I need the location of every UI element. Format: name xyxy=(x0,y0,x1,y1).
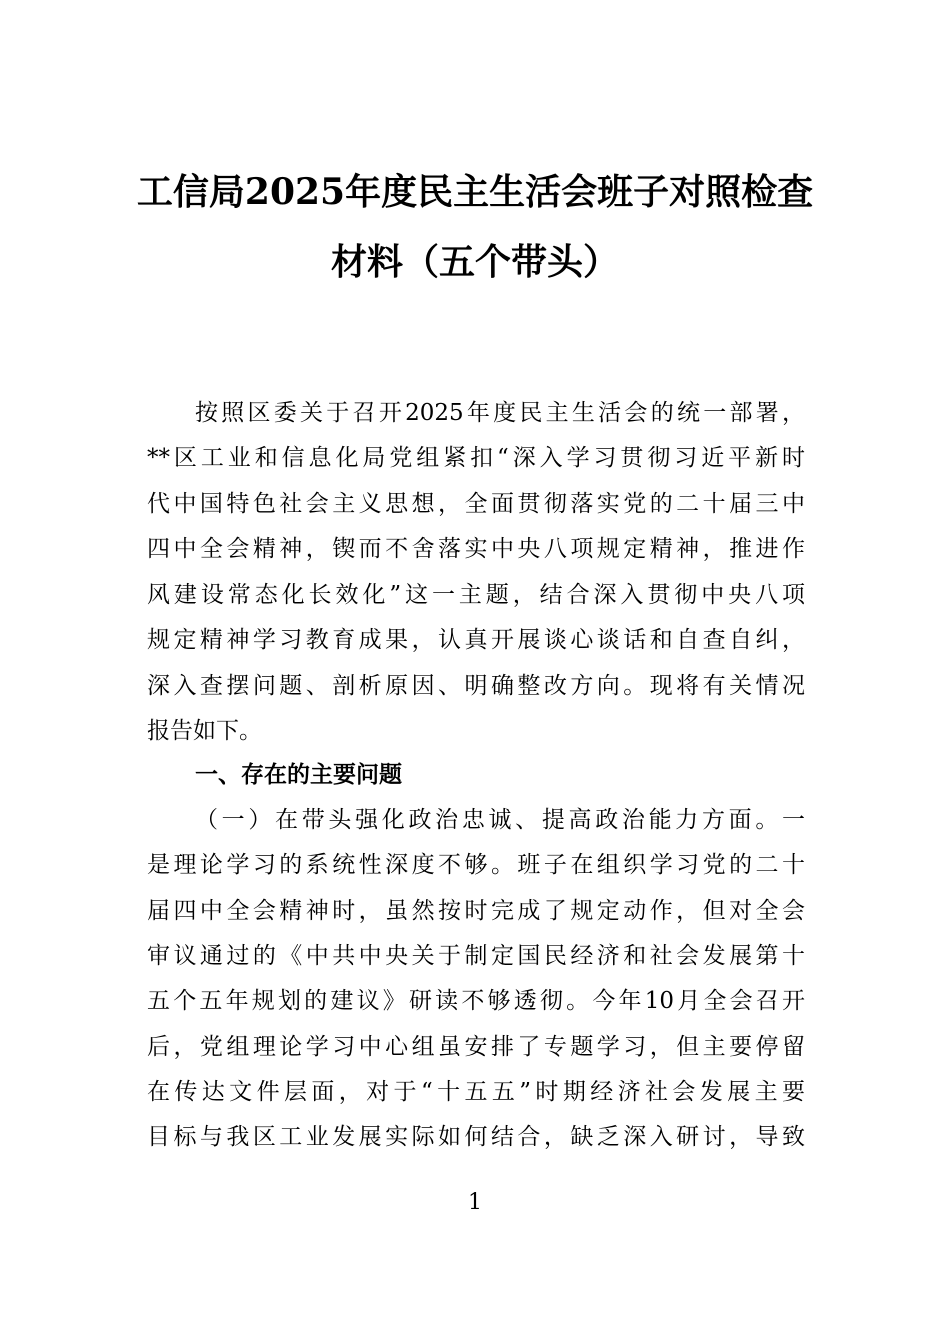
document-title-line-1: 工信局2025年度民主生活会班子对照检查 xyxy=(136,171,814,213)
intro-line: 按照区委关于召开2025年度民主生活会的统一部署， xyxy=(195,400,805,426)
intro-line: 深入查摆问题、剖析原因、明确整改方向。现将有关情况 xyxy=(147,673,805,699)
body-line: 后，党组理论学习中心组虽安排了专题学习，但主要停留 xyxy=(147,1034,805,1060)
intro-line: 四中全会精神，锲而不舍落实中央八项规定精神，推进作 xyxy=(147,536,805,562)
intro-line: 风建设常态化长效化”这一主题，结合深入贯彻中央八项 xyxy=(147,582,805,608)
body-line: 是理论学习的系统性深度不够。班子在组织学习党的二十 xyxy=(147,852,805,878)
intro-line: 报告如下。 xyxy=(147,718,262,744)
body-line: 目标与我区工业发展实际如何结合，缺乏深入研讨，导致 xyxy=(147,1124,805,1150)
document-title-line-2: 材料（五个带头） xyxy=(330,241,619,283)
page-number: 1 xyxy=(468,1190,482,1215)
body-line: 届四中全会精神时，虽然按时完成了规定动作，但对全会 xyxy=(147,898,805,924)
body-line: 五个五年规划的建议》研读不够透彻。今年10月全会召开 xyxy=(147,988,805,1014)
body-line: （一）在带头强化政治忠诚、提高政治能力方面。一 xyxy=(195,807,805,833)
body-line: 审议通过的《中共中央关于制定国民经济和社会发展第十 xyxy=(147,943,805,969)
intro-line: 规定精神学习教育成果，认真开展谈心谈话和自查自纠， xyxy=(147,627,805,653)
body-line: 在传达文件层面，对于“十五五”时期经济社会发展主要 xyxy=(147,1079,805,1105)
intro-line: 代中国特色社会主义思想，全面贯彻落实党的二十届三中 xyxy=(147,491,805,517)
intro-line: **区工业和信息化局党组紧扣“深入学习贯彻习近平新时 xyxy=(147,445,805,471)
section-heading: 一、存在的主要问题 xyxy=(195,762,402,788)
